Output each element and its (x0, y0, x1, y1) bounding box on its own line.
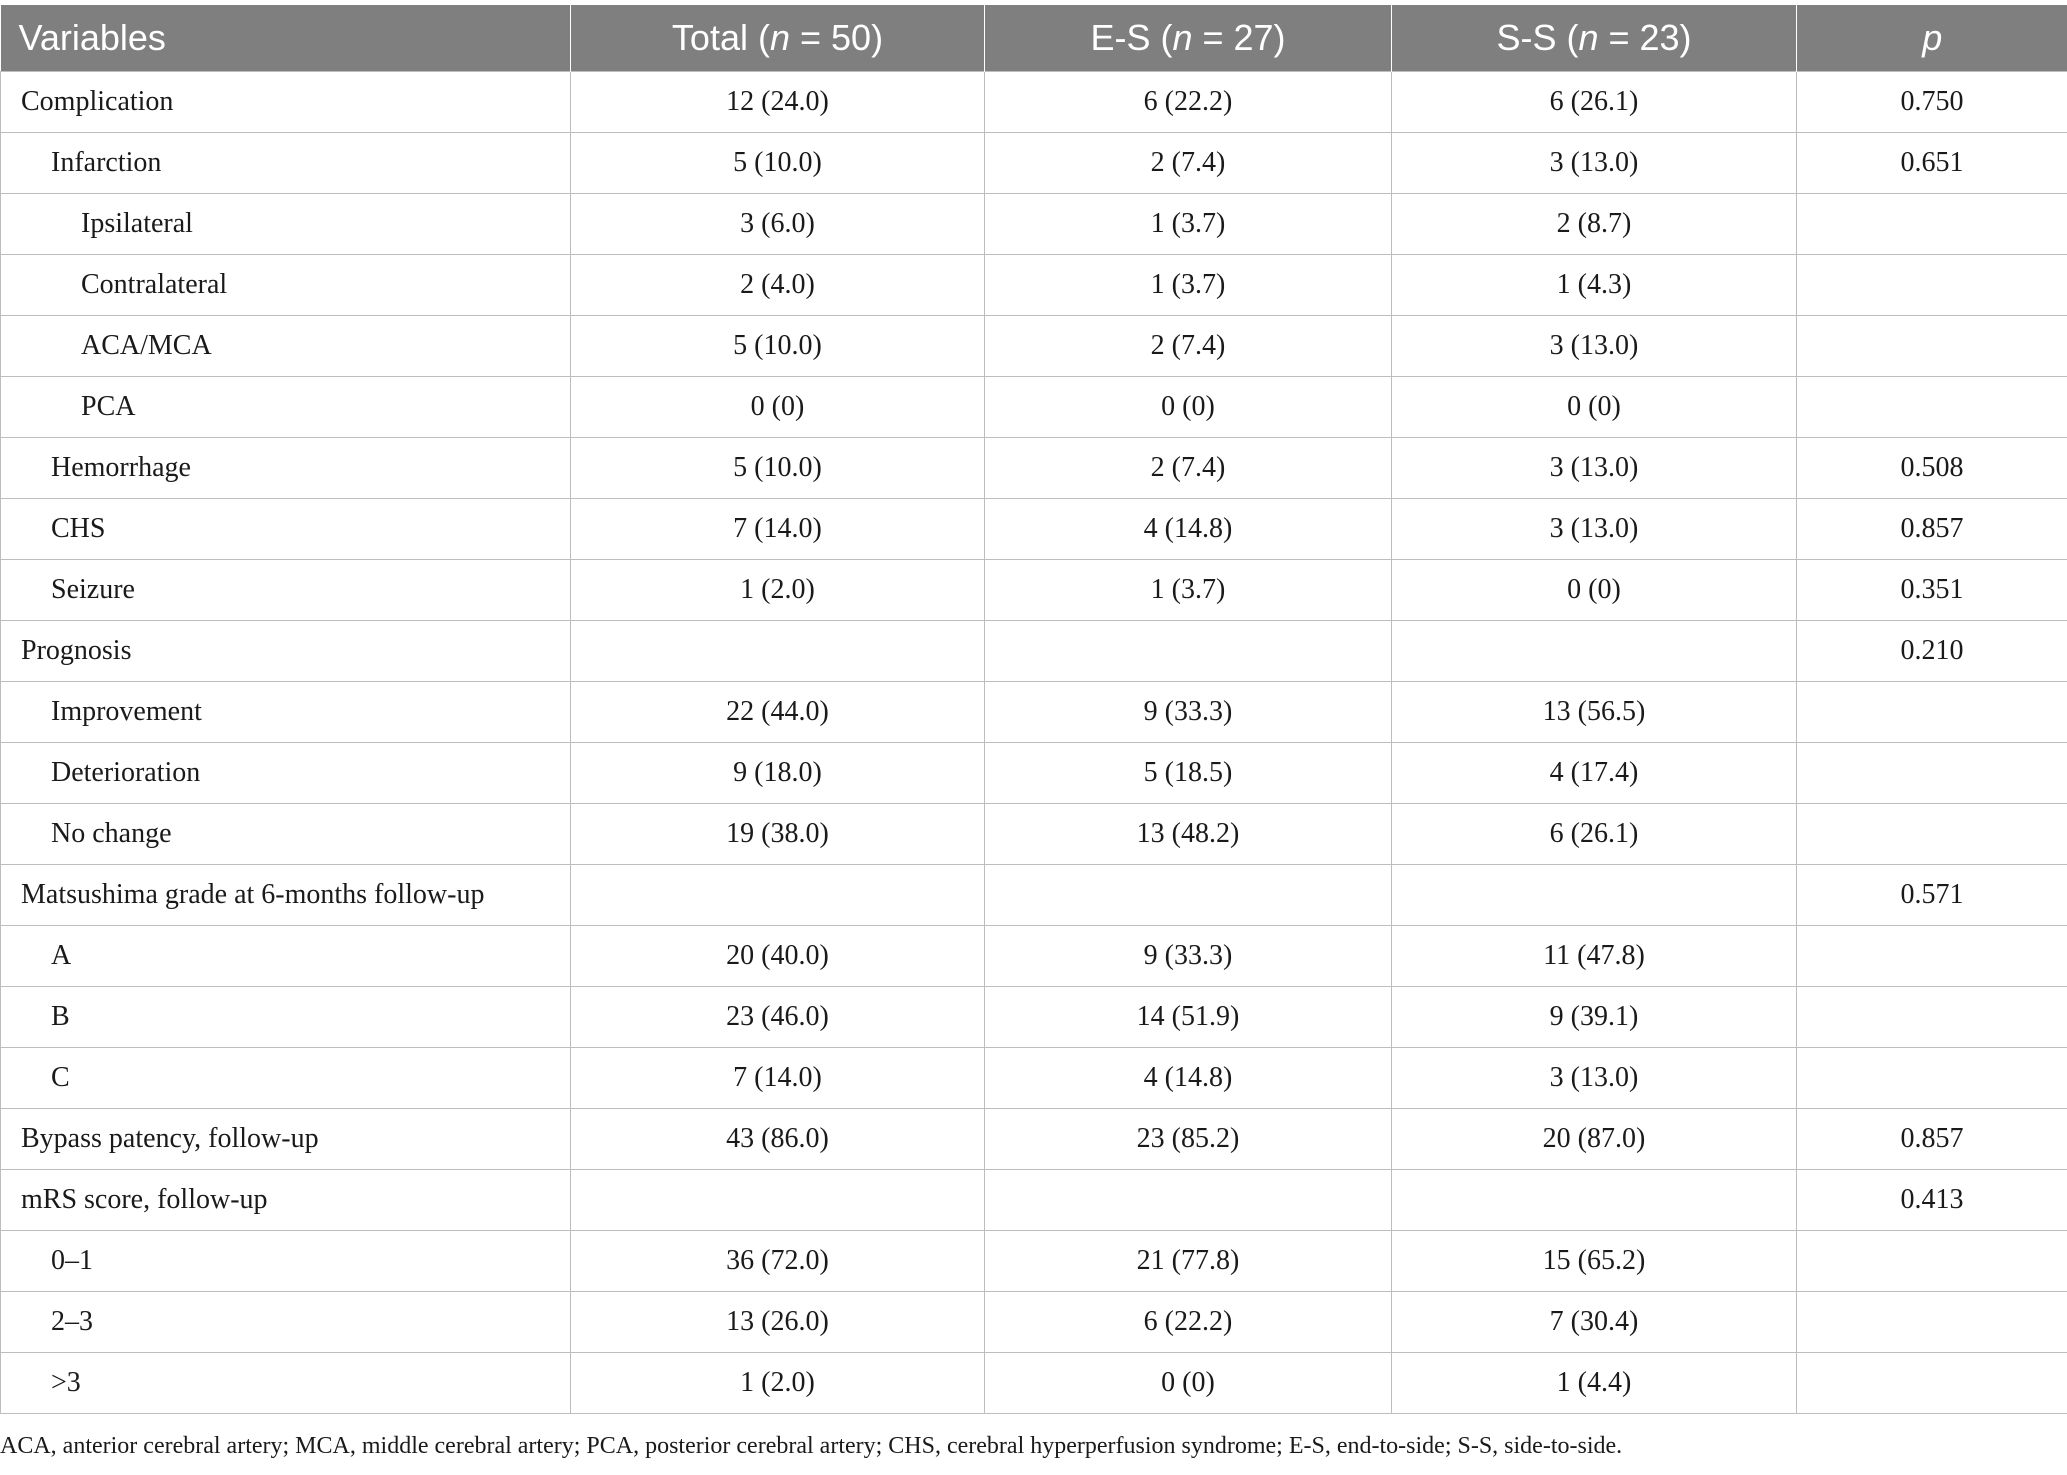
p-value-cell: 0.351 (1797, 560, 2067, 621)
total-cell: 5 (10.0) (571, 133, 985, 194)
table-row (1, 499, 2067, 560)
ss-cell: 0 (0) (1392, 560, 1797, 621)
total-cell: 0 (0) (571, 377, 985, 438)
total-cell: 20 (40.0) (571, 926, 985, 987)
row-label-cell: Complication (1, 72, 571, 133)
es-cell: 2 (7.4) (985, 316, 1392, 377)
ss-cell: 20 (87.0) (1392, 1109, 1797, 1170)
p-value-cell: 0.571 (1797, 865, 2067, 926)
header-es-n: n (1172, 17, 1193, 58)
es-cell: 6 (22.2) (985, 1292, 1392, 1353)
p-value-cell (1797, 316, 2067, 377)
ss-cell: 7 (30.4) (1392, 1292, 1797, 1353)
header-row (1, 5, 2067, 72)
p-value-cell (1797, 926, 2067, 987)
row-label-cell: CHS (1, 499, 571, 560)
total-cell: 2 (4.0) (571, 255, 985, 316)
es-cell (985, 865, 1392, 926)
p-value-cell: 0.210 (1797, 621, 2067, 682)
table-row (1, 926, 2067, 987)
table-row (1, 72, 2067, 133)
total-cell: 7 (14.0) (571, 1048, 985, 1109)
table-row (1, 1170, 2067, 1231)
es-cell: 6 (22.2) (985, 72, 1392, 133)
ss-cell: 1 (4.4) (1392, 1353, 1797, 1414)
table-footnote: ACA, anterior cerebral artery; MCA, middle cerebral artery; PCA, posterior cerebral artery; CHS, cerebral hyperperfusion syndrome; E-S, end-to-side; S-S, side-to-side. (0, 1433, 1623, 1459)
row-label-cell: PCA (1, 377, 571, 438)
table-row (1, 1231, 2067, 1292)
p-value-cell (1797, 1231, 2067, 1292)
row-label-cell: A (1, 926, 571, 987)
p-value-cell (1797, 255, 2067, 316)
results-table (0, 5, 2067, 1414)
p-value-cell (1797, 743, 2067, 804)
header-es (985, 5, 1392, 72)
ss-cell: 9 (39.1) (1392, 987, 1797, 1048)
row-label-cell: >3 (1, 1353, 571, 1414)
es-cell: 4 (14.8) (985, 1048, 1392, 1109)
total-cell (571, 621, 985, 682)
total-cell (571, 1170, 985, 1231)
total-cell: 43 (86.0) (571, 1109, 985, 1170)
table-row (1, 743, 2067, 804)
es-cell: 0 (0) (985, 1353, 1392, 1414)
es-cell (985, 621, 1392, 682)
row-label-cell: B (1, 987, 571, 1048)
total-cell: 12 (24.0) (571, 72, 985, 133)
table-row (1, 316, 2067, 377)
ss-cell: 1 (4.3) (1392, 255, 1797, 316)
table-row (1, 682, 2067, 743)
es-cell: 2 (7.4) (985, 133, 1392, 194)
row-label-cell: Bypass patency, follow-up (1, 1109, 571, 1170)
es-cell: 0 (0) (985, 377, 1392, 438)
row-label-cell: Seizure (1, 560, 571, 621)
es-cell: 21 (77.8) (985, 1231, 1392, 1292)
header-total (571, 5, 985, 72)
header-total-count: = 50) (790, 17, 884, 58)
table-row (1, 804, 2067, 865)
es-cell: 1 (3.7) (985, 560, 1392, 621)
total-cell: 5 (10.0) (571, 316, 985, 377)
es-cell: 23 (85.2) (985, 1109, 1392, 1170)
p-value-cell: 0.508 (1797, 438, 2067, 499)
p-value-cell (1797, 804, 2067, 865)
es-cell: 4 (14.8) (985, 499, 1392, 560)
table-row (1, 1292, 2067, 1353)
ss-cell: 15 (65.2) (1392, 1231, 1797, 1292)
es-cell: 9 (33.3) (985, 682, 1392, 743)
header-p (1797, 5, 2067, 72)
p-value-cell (1797, 682, 2067, 743)
total-cell: 1 (2.0) (571, 560, 985, 621)
ss-cell: 13 (56.5) (1392, 682, 1797, 743)
row-label-cell: Ipsilateral (1, 194, 571, 255)
total-cell: 5 (10.0) (571, 438, 985, 499)
results-table-container (0, 5, 2067, 1414)
p-value-cell: 0.413 (1797, 1170, 2067, 1231)
total-cell: 9 (18.0) (571, 743, 985, 804)
total-cell (571, 865, 985, 926)
ss-cell (1392, 1170, 1797, 1231)
p-value-cell: 0.857 (1797, 1109, 2067, 1170)
p-value-cell (1797, 1353, 2067, 1414)
table-row (1, 987, 2067, 1048)
p-value-cell (1797, 377, 2067, 438)
row-label-cell: ACA/MCA (1, 316, 571, 377)
p-value-cell: 0.857 (1797, 499, 2067, 560)
table-row (1, 1109, 2067, 1170)
p-value-cell (1797, 1292, 2067, 1353)
total-cell: 23 (46.0) (571, 987, 985, 1048)
header-total-label: Total ( (671, 17, 770, 58)
es-cell: 2 (7.4) (985, 438, 1392, 499)
row-label-cell: Hemorrhage (1, 438, 571, 499)
ss-cell (1392, 621, 1797, 682)
ss-cell: 2 (8.7) (1392, 194, 1797, 255)
p-value-cell (1797, 1048, 2067, 1109)
table-row (1, 194, 2067, 255)
header-total-n: n (769, 17, 790, 58)
total-cell: 22 (44.0) (571, 682, 985, 743)
ss-cell: 4 (17.4) (1392, 743, 1797, 804)
table-body (1, 72, 2067, 1414)
ss-cell: 6 (26.1) (1392, 804, 1797, 865)
header-ss (1392, 5, 1797, 72)
es-cell: 1 (3.7) (985, 194, 1392, 255)
total-cell: 13 (26.0) (571, 1292, 985, 1353)
table-header (1, 5, 2067, 72)
header-ss-label: S-S ( (1496, 17, 1579, 58)
ss-cell: 6 (26.1) (1392, 72, 1797, 133)
table-row (1, 560, 2067, 621)
table-row (1, 865, 2067, 926)
total-cell: 36 (72.0) (571, 1231, 985, 1292)
p-value-cell: 0.750 (1797, 72, 2067, 133)
header-es-label: E-S ( (1090, 17, 1173, 58)
es-cell: 14 (51.9) (985, 987, 1392, 1048)
table-row (1, 1048, 2067, 1109)
header-ss-count: = 23) (1598, 17, 1692, 58)
total-cell: 1 (2.0) (571, 1353, 985, 1414)
es-cell: 9 (33.3) (985, 926, 1392, 987)
row-label-cell: Deterioration (1, 743, 571, 804)
row-label-cell: No change (1, 804, 571, 865)
ss-cell: 11 (47.8) (1392, 926, 1797, 987)
ss-cell: 3 (13.0) (1392, 499, 1797, 560)
ss-cell: 3 (13.0) (1392, 1048, 1797, 1109)
es-cell: 1 (3.7) (985, 255, 1392, 316)
ss-cell: 0 (0) (1392, 377, 1797, 438)
p-value-cell: 0.651 (1797, 133, 2067, 194)
row-label-cell: mRS score, follow-up (1, 1170, 571, 1231)
p-value-cell (1797, 194, 2067, 255)
table-row (1, 438, 2067, 499)
table-row (1, 621, 2067, 682)
header-variables-text: Variables (18, 17, 166, 58)
ss-cell: 3 (13.0) (1392, 316, 1797, 377)
es-cell (985, 1170, 1392, 1231)
row-label-cell: 0–1 (1, 1231, 571, 1292)
header-variables (1, 5, 571, 72)
total-cell: 19 (38.0) (571, 804, 985, 865)
header-es-count: = 27) (1192, 17, 1286, 58)
row-label-cell: 2–3 (1, 1292, 571, 1353)
es-cell: 13 (48.2) (985, 804, 1392, 865)
es-cell: 5 (18.5) (985, 743, 1392, 804)
row-label-cell: Infarction (1, 133, 571, 194)
total-cell: 7 (14.0) (571, 499, 985, 560)
table-row (1, 1353, 2067, 1414)
row-label-cell: Contralateral (1, 255, 571, 316)
ss-cell (1392, 865, 1797, 926)
row-label-cell: C (1, 1048, 571, 1109)
total-cell: 3 (6.0) (571, 194, 985, 255)
table-row (1, 377, 2067, 438)
p-value-cell (1797, 987, 2067, 1048)
row-label-cell: Improvement (1, 682, 571, 743)
ss-cell: 3 (13.0) (1392, 133, 1797, 194)
table-row (1, 133, 2067, 194)
ss-cell: 3 (13.0) (1392, 438, 1797, 499)
table-row (1, 255, 2067, 316)
header-ss-n: n (1578, 17, 1599, 58)
row-label-cell: Matsushima grade at 6-months follow-up (1, 865, 571, 926)
header-p-text: p (1922, 17, 1943, 58)
row-label-cell: Prognosis (1, 621, 571, 682)
